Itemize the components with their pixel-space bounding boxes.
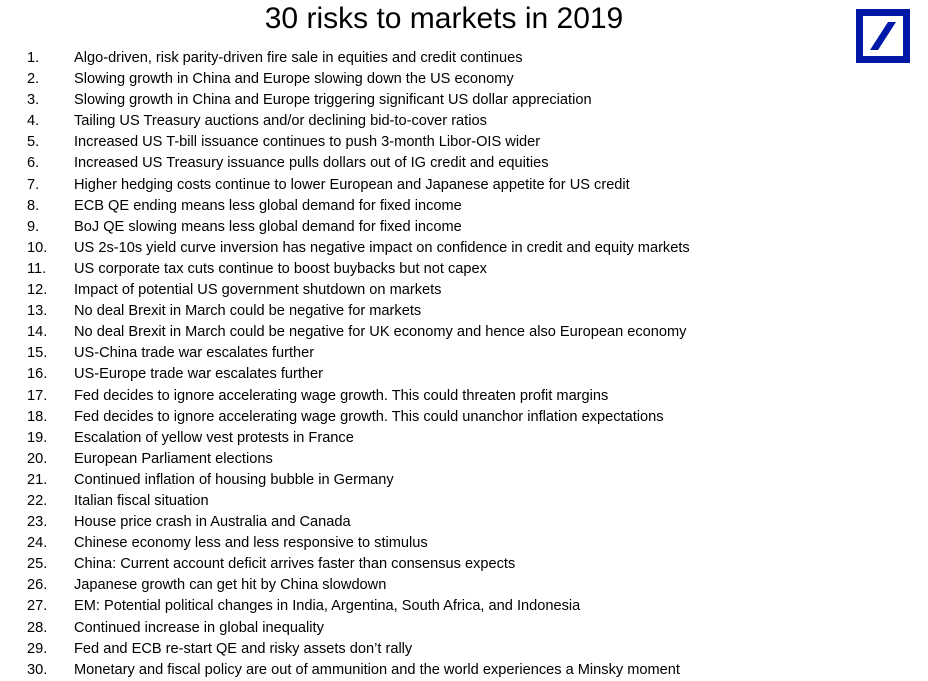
logo-slash bbox=[870, 22, 896, 50]
item-text: China: Current account deficit arrives faster than consensus expects bbox=[74, 556, 516, 573]
item-number: 8. bbox=[27, 197, 40, 214]
item-number: 3. bbox=[27, 92, 40, 109]
item-number: 23. bbox=[27, 514, 48, 531]
item-number: 21. bbox=[27, 471, 48, 488]
item-text: Fed decides to ignore accelerating wage growth. This could threaten profit margins bbox=[74, 387, 609, 404]
item-text: ECB QE ending means less global demand for fixed income bbox=[74, 197, 462, 214]
item-number: 2. bbox=[27, 71, 40, 88]
item-text: US-China trade war escalates further bbox=[74, 345, 315, 362]
item-text: Slowing growth in China and Europe triggering significant US dollar appreciation bbox=[74, 92, 592, 109]
item-number: 13. bbox=[27, 303, 48, 320]
list-item bbox=[0, 575, 900, 596]
item-number: 14. bbox=[27, 324, 48, 341]
item-text: Monetary and fiscal policy are out of ammunition and the world experiences a Minsky moment bbox=[74, 661, 680, 678]
list-item bbox=[0, 259, 900, 280]
list-item bbox=[0, 512, 900, 533]
item-text: House price crash in Australia and Canada bbox=[74, 514, 351, 531]
item-text: Increased US T-bill issuance continues to push 3-month Libor-OIS wider bbox=[74, 134, 541, 151]
list-item bbox=[0, 301, 900, 322]
item-number: 7. bbox=[27, 176, 40, 193]
item-number: 12. bbox=[27, 282, 48, 299]
item-text: US corporate tax cuts continue to boost buybacks but not capex bbox=[74, 260, 487, 277]
item-text: Japanese growth can get hit by China slowdown bbox=[74, 577, 387, 594]
list-item bbox=[0, 322, 900, 343]
item-number: 22. bbox=[27, 492, 48, 509]
item-number: 1. bbox=[27, 50, 40, 66]
item-text: Italian fiscal situation bbox=[74, 492, 209, 509]
item-text: Continued inflation of housing bubble in Germany bbox=[74, 471, 394, 488]
item-text: No deal Brexit in March could be negative for markets bbox=[74, 303, 422, 320]
item-number: 10. bbox=[27, 239, 48, 256]
item-number: 20. bbox=[27, 450, 48, 467]
item-number: 5. bbox=[27, 134, 40, 151]
item-text: US-Europe trade war escalates further bbox=[74, 366, 324, 383]
item-number: 9. bbox=[27, 218, 40, 235]
list-item bbox=[0, 364, 900, 385]
list-item bbox=[0, 238, 900, 259]
item-number: 15. bbox=[27, 345, 48, 362]
item-number: 18. bbox=[27, 408, 48, 425]
item-text: Higher hedging costs continue to lower European and Japanese appetite for US credit bbox=[74, 176, 630, 193]
item-number: 29. bbox=[27, 640, 48, 657]
item-text: Escalation of yellow vest protests in France bbox=[74, 429, 354, 446]
item-number: 27. bbox=[27, 598, 48, 615]
item-text: US 2s-10s yield curve inversion has negative impact on confidence in credit and equity markets bbox=[74, 239, 690, 256]
item-number: 4. bbox=[27, 113, 40, 130]
list-item bbox=[0, 639, 900, 660]
list-item bbox=[0, 48, 900, 69]
risk-list bbox=[0, 48, 900, 681]
item-text: European Parliament elections bbox=[74, 450, 273, 467]
list-item bbox=[0, 69, 900, 90]
list-item bbox=[0, 449, 900, 470]
item-number: 25. bbox=[27, 556, 48, 573]
list-item bbox=[0, 111, 900, 132]
item-text: Fed and ECB re-start QE and risky assets don’t rally bbox=[74, 640, 413, 657]
item-number: 6. bbox=[27, 155, 40, 172]
item-number: 28. bbox=[27, 619, 48, 636]
list-item bbox=[0, 196, 900, 217]
item-number: 19. bbox=[27, 429, 48, 446]
item-text: BoJ QE slowing means less global demand for fixed income bbox=[74, 218, 462, 235]
list-item bbox=[0, 554, 900, 575]
list-item bbox=[0, 280, 900, 301]
item-text: Continued increase in global inequality bbox=[74, 619, 324, 636]
item-text: Algo-driven, risk parity-driven fire sale in equities and credit continues bbox=[74, 50, 523, 66]
item-number: 16. bbox=[27, 366, 48, 383]
list-item bbox=[0, 90, 900, 111]
list-item bbox=[0, 407, 900, 428]
item-text: Chinese economy less and less responsive to stimulus bbox=[74, 535, 428, 552]
list-item bbox=[0, 132, 900, 153]
list-item bbox=[0, 428, 900, 449]
list-item bbox=[0, 470, 900, 491]
list-item bbox=[0, 491, 900, 512]
list-item bbox=[0, 175, 900, 196]
item-text: Impact of potential US government shutdown on markets bbox=[74, 282, 442, 299]
list-item bbox=[0, 533, 900, 554]
item-number: 26. bbox=[27, 577, 48, 594]
item-number: 30. bbox=[27, 661, 48, 678]
list-item bbox=[0, 596, 900, 617]
list-item bbox=[0, 386, 900, 407]
item-text: Increased US Treasury issuance pulls dollars out of IG credit and equities bbox=[74, 155, 549, 172]
item-number: 24. bbox=[27, 535, 48, 552]
item-number: 17. bbox=[27, 387, 48, 404]
list-item bbox=[0, 217, 900, 238]
list-item bbox=[0, 660, 900, 681]
item-text: No deal Brexit in March could be negative for UK economy and hence also European economy bbox=[74, 324, 687, 341]
list-item bbox=[0, 153, 900, 174]
item-text: Slowing growth in China and Europe slowing down the US economy bbox=[74, 71, 514, 88]
item-text: Tailing US Treasury auctions and/or declining bid-to-cover ratios bbox=[74, 113, 487, 130]
item-text: Fed decides to ignore accelerating wage growth. This could unanchor inflation expectations bbox=[74, 408, 664, 425]
list-item bbox=[0, 343, 900, 364]
item-number: 11. bbox=[27, 260, 47, 277]
page-title: 30 risks to markets in 2019 bbox=[264, 2, 624, 35]
list-item bbox=[0, 618, 900, 639]
item-text: EM: Potential political changes in India, Argentina, South Africa, and Indonesia bbox=[74, 598, 581, 615]
